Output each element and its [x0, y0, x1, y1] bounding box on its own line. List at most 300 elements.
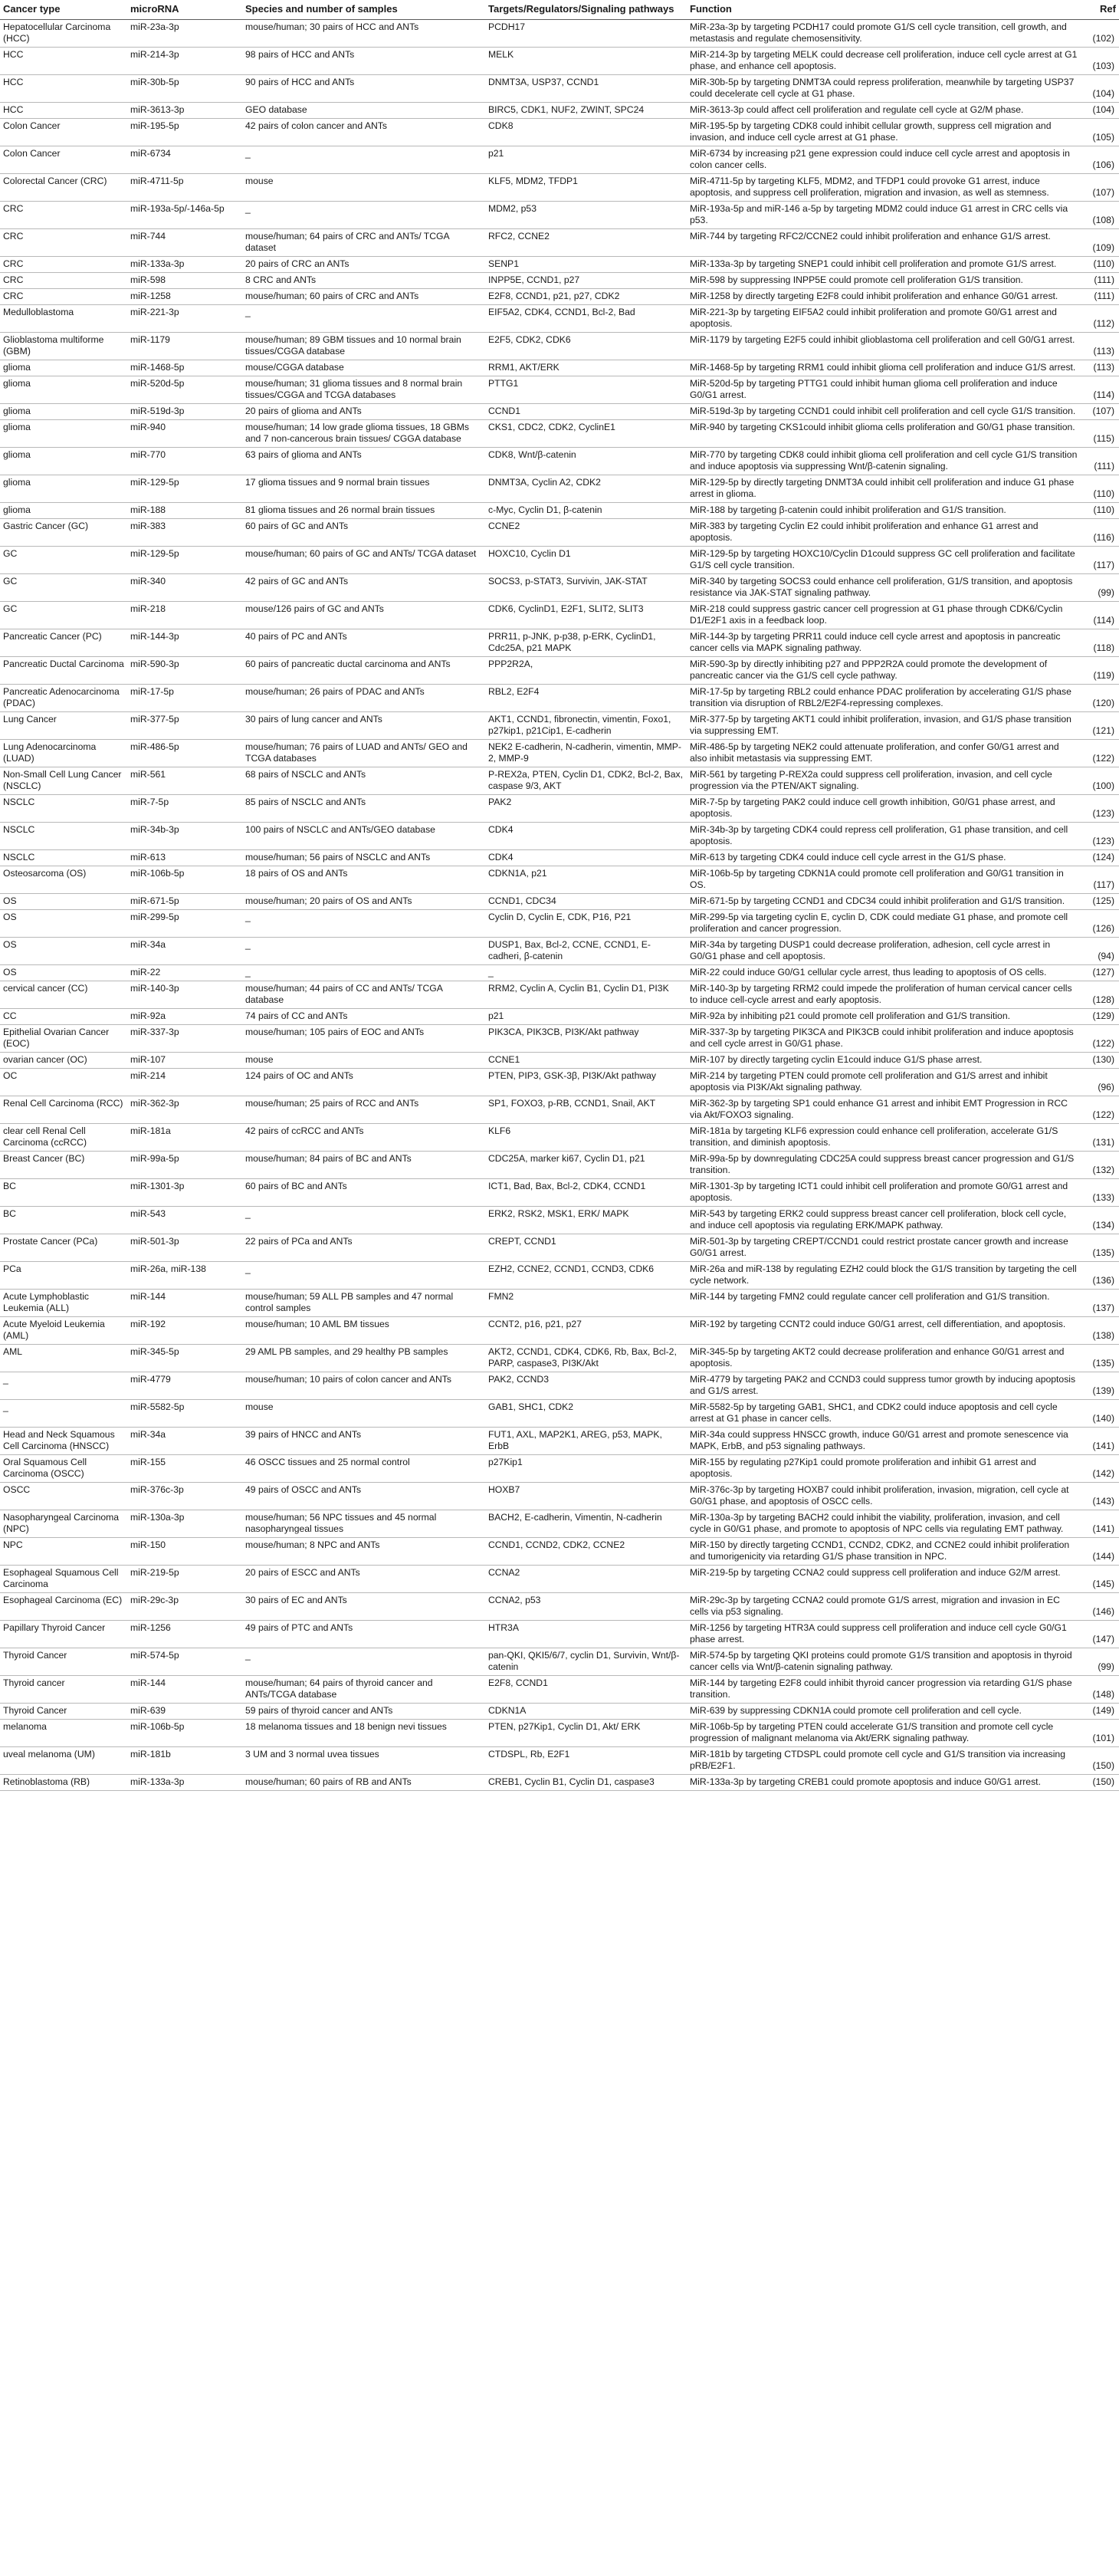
cell-ref: (138)	[1081, 1317, 1119, 1345]
cell-microrna: miR-501-3p	[127, 1234, 242, 1262]
cell-microrna: miR-337-3p	[127, 1025, 242, 1053]
table-row	[0, 273, 1119, 289]
cell-cancer-type: HCC	[0, 48, 127, 75]
cell-species-samples: mouse/human; 26 pairs of PDAC and ANTs	[242, 685, 485, 712]
table-row	[0, 48, 1119, 75]
cell-species-samples: _	[242, 1207, 485, 1234]
cell-cancer-type: Nasopharyngeal Carcinoma (NPC)	[0, 1510, 127, 1538]
table-row	[0, 740, 1119, 767]
table-row	[0, 866, 1119, 894]
cell-function: MiR-543 by targeting ERK2 could suppress breast cancer cell proliferation, block cell cycle, and induce cell apoptosis via regulating ERK/MAPK pathway.	[687, 1207, 1081, 1234]
cell-cancer-type: Acute Lymphoblastic Leukemia (ALL)	[0, 1290, 127, 1317]
cell-ref: (126)	[1081, 910, 1119, 938]
cell-targets: CCNA2, p53	[485, 1593, 687, 1621]
table-row	[0, 629, 1119, 657]
cell-cancer-type: uveal melanoma (UM)	[0, 1747, 127, 1775]
cell-microrna: miR-520d-5p	[127, 376, 242, 404]
table-row	[0, 1704, 1119, 1720]
cell-targets: PRR11, p-JNK, p-p38, p-ERK, CyclinD1, Cdc25A, p21 MAPK	[485, 629, 687, 657]
cell-species-samples: 63 pairs of glioma and ANTs	[242, 448, 485, 475]
cell-function: MiR-29c-3p by targeting CCNA2 could promote G1/S arrest, migration and invasion in EC cells via p53 signaling.	[687, 1593, 1081, 1621]
cell-species-samples: 59 pairs of thyroid cancer and ANTs	[242, 1704, 485, 1720]
cell-targets: BIRC5, CDK1, NUF2, ZWINT, SPC24	[485, 103, 687, 119]
cell-species-samples: 20 pairs of ESCC and ANTs	[242, 1566, 485, 1593]
cell-function: MiR-4711-5p by targeting KLF5, MDM2, and TFDP1 could provoke G1 arrest, induce apoptosis, and suppress cell proliferation, migration and invasion, as well as stemness.	[687, 174, 1081, 202]
cell-targets: FMN2	[485, 1290, 687, 1317]
cell-species-samples: mouse/human; 10 pairs of colon cancer and ANTs	[242, 1372, 485, 1400]
cell-cancer-type: PCa	[0, 1262, 127, 1290]
table-row	[0, 305, 1119, 333]
cell-cancer-type: CRC	[0, 273, 127, 289]
cell-targets: RRM2, Cyclin A, Cyclin B1, Cyclin D1, PI3K	[485, 981, 687, 1009]
cell-cancer-type: cervical cancer (CC)	[0, 981, 127, 1009]
cell-function: MiR-130a-3p by targeting BACH2 could inhibit the viability, proliferation, invasion, and cell cycle in G0/G1 phase, and promote to apoptosis of NPC cells via regulating EMT pathway.	[687, 1510, 1081, 1538]
cell-function: MiR-107 by directly targeting cyclin E1could induce G1/S phase arrest.	[687, 1053, 1081, 1069]
cell-microrna: miR-129-5p	[127, 547, 242, 574]
cell-ref: (99)	[1081, 574, 1119, 602]
cell-targets: ERK2, RSK2, MSK1, ERK/ MAPK	[485, 1207, 687, 1234]
cell-microrna: miR-1258	[127, 289, 242, 305]
table-row	[0, 1025, 1119, 1053]
cell-cancer-type: GC	[0, 547, 127, 574]
cell-cancer-type: NSCLC	[0, 850, 127, 866]
cell-species-samples: 20 pairs of CRC an ANTs	[242, 257, 485, 273]
cell-species-samples: 22 pairs of PCa and ANTs	[242, 1234, 485, 1262]
cell-targets: PAK2, CCND3	[485, 1372, 687, 1400]
cell-targets: MELK	[485, 48, 687, 75]
cell-function: MiR-144-3p by targeting PRR11 could induce cell cycle arrest and apoptosis in pancreatic cancer cells via MAPK signaling pathway.	[687, 629, 1081, 657]
cell-ref: (111)	[1081, 448, 1119, 475]
cell-ref: (106)	[1081, 146, 1119, 174]
cell-targets: CDC25A, marker ki67, Cyclin D1, p21	[485, 1152, 687, 1179]
cell-microrna: miR-144-3p	[127, 629, 242, 657]
cell-cancer-type: Lung Cancer	[0, 712, 127, 740]
cell-ref: (135)	[1081, 1345, 1119, 1372]
table-row	[0, 1510, 1119, 1538]
cell-microrna: miR-6734	[127, 146, 242, 174]
table-row	[0, 289, 1119, 305]
cell-microrna: miR-219-5p	[127, 1566, 242, 1593]
cell-ref: (117)	[1081, 866, 1119, 894]
table-row	[0, 1069, 1119, 1096]
cell-ref: (130)	[1081, 1053, 1119, 1069]
table-header	[0, 0, 1119, 20]
cell-function: MiR-34a could suppress HNSCC growth, induce G0/G1 arrest and promote senescence via MAPK, ErbB, and p53 signaling pathways.	[687, 1428, 1081, 1455]
cell-function: MiR-3613-3p could affect cell proliferation and regulate cell cycle at G2/M phase.	[687, 103, 1081, 119]
cell-ref: (145)	[1081, 1566, 1119, 1593]
cell-cancer-type: glioma	[0, 448, 127, 475]
cell-species-samples: mouse/human; 76 pairs of LUAD and ANTs/ GEO and TCGA databases	[242, 740, 485, 767]
cell-microrna: miR-598	[127, 273, 242, 289]
cell-microrna: miR-1179	[127, 333, 242, 360]
cell-cancer-type: CRC	[0, 257, 127, 273]
cell-cancer-type: Thyroid Cancer	[0, 1704, 127, 1720]
cell-function: MiR-17-5p by targeting RBL2 could enhance PDAC proliferation by accelerating G1/S phase transition via disruption of RBL2/E2F4-repressing complexes.	[687, 685, 1081, 712]
cell-microrna: miR-590-3p	[127, 657, 242, 685]
cell-ref: (109)	[1081, 229, 1119, 257]
cell-cancer-type: Breast Cancer (BC)	[0, 1152, 127, 1179]
cell-targets: CREPT, CCND1	[485, 1234, 687, 1262]
cell-species-samples: mouse	[242, 1400, 485, 1428]
table-body	[0, 20, 1119, 1791]
cell-targets: Cyclin D, Cyclin E, CDK, P16, P21	[485, 910, 687, 938]
cell-targets: INPP5E, CCND1, p27	[485, 273, 687, 289]
cell-microrna: miR-133a-3p	[127, 257, 242, 273]
cell-targets: AKT2, CCND1, CDK4, CDK6, Rb, Bax, Bcl-2, PARP, caspase3, PI3K/Akt	[485, 1345, 687, 1372]
cell-cancer-type: CRC	[0, 202, 127, 229]
cell-microrna: miR-181b	[127, 1747, 242, 1775]
cell-species-samples: 81 glioma tissues and 26 normal brain tissues	[242, 503, 485, 519]
cell-species-samples: mouse/human; 64 pairs of thyroid cancer and ANTs/TCGA database	[242, 1676, 485, 1704]
cell-function: MiR-362-3p by targeting SP1 could enhance G1 arrest and inhibit EMT Progression in RCC via Akt/FOXO3 signaling.	[687, 1096, 1081, 1124]
cell-ref: (139)	[1081, 1372, 1119, 1400]
table-row	[0, 1648, 1119, 1676]
cell-ref: (122)	[1081, 740, 1119, 767]
cell-species-samples: mouse/human; 25 pairs of RCC and ANTs	[242, 1096, 485, 1124]
cell-microrna: miR-770	[127, 448, 242, 475]
cell-ref: (102)	[1081, 20, 1119, 48]
cell-ref: (107)	[1081, 174, 1119, 202]
table-row	[0, 1124, 1119, 1152]
cell-function: MiR-345-5p by targeting AKT2 could decrease proliferation and enhance G0/G1 arrest and apoptosis.	[687, 1345, 1081, 1372]
cell-species-samples: 39 pairs of HNCC and ANTs	[242, 1428, 485, 1455]
cell-targets: CCNT2, p16, p21, p27	[485, 1317, 687, 1345]
cell-species-samples: 42 pairs of colon cancer and ANTs	[242, 119, 485, 146]
cell-function: MiR-144 by targeting E2F8 could inhibit thyroid cancer progression via retarding G1/S phase transition.	[687, 1676, 1081, 1704]
cell-function: MiR-218 could suppress gastric cancer cell progression at G1 phase through CDK6/Cyclin D1/E2F1 axis in a feedback loop.	[687, 602, 1081, 629]
cell-targets: RBL2, E2F4	[485, 685, 687, 712]
cell-species-samples: 60 pairs of pancreatic ductal carcinoma and ANTs	[242, 657, 485, 685]
table-row	[0, 475, 1119, 503]
cell-function: MiR-129-5p by targeting HOXC10/Cyclin D1could suppress GC cell proliferation and facilitate G1/S cell cycle transition.	[687, 547, 1081, 574]
cell-microrna: miR-574-5p	[127, 1648, 242, 1676]
cell-species-samples: mouse/human; 60 pairs of CRC and ANTs	[242, 289, 485, 305]
cell-microrna: miR-383	[127, 519, 242, 547]
cell-species-samples: _	[242, 305, 485, 333]
cell-ref: (149)	[1081, 1704, 1119, 1720]
table-row	[0, 376, 1119, 404]
table-row	[0, 103, 1119, 119]
cell-targets: EZH2, CCNE2, CCND1, CCND3, CDK6	[485, 1262, 687, 1290]
cell-targets: p21	[485, 1009, 687, 1025]
cell-cancer-type: Lung Adenocarcinoma (LUAD)	[0, 740, 127, 767]
cell-species-samples: _	[242, 965, 485, 981]
cell-targets: p21	[485, 146, 687, 174]
cell-microrna: miR-1256	[127, 1621, 242, 1648]
table-row	[0, 938, 1119, 965]
cell-targets: EIF5A2, CDK4, CCND1, Bcl-2, Bad	[485, 305, 687, 333]
cell-microrna: miR-106b-5p	[127, 866, 242, 894]
table-row	[0, 1053, 1119, 1069]
cell-ref: (125)	[1081, 894, 1119, 910]
table-row	[0, 1621, 1119, 1648]
cell-ref: (131)	[1081, 1124, 1119, 1152]
cell-ref: (110)	[1081, 503, 1119, 519]
cell-ref: (121)	[1081, 712, 1119, 740]
cell-species-samples: 17 glioma tissues and 9 normal brain tissues	[242, 475, 485, 503]
cell-species-samples: 29 AML PB samples, and 29 healthy PB samples	[242, 1345, 485, 1372]
table-row	[0, 1400, 1119, 1428]
cell-species-samples: 98 pairs of HCC and ANTs	[242, 48, 485, 75]
cell-function: MiR-133a-3p by targeting CREB1 could promote apoptosis and induce G0/G1 arrest.	[687, 1775, 1081, 1791]
cell-species-samples: mouse/human; 44 pairs of CC and ANTs/ TCGA database	[242, 981, 485, 1009]
cell-microrna: miR-34a	[127, 1428, 242, 1455]
cell-targets: CDK8, Wnt/β-catenin	[485, 448, 687, 475]
cell-function: MiR-181b by targeting CTDSPL could promote cell cycle and G1/S transition via increasing pRB/E2F1.	[687, 1747, 1081, 1775]
cell-species-samples: 60 pairs of BC and ANTs	[242, 1179, 485, 1207]
cell-species-samples: _	[242, 202, 485, 229]
cell-ref: (146)	[1081, 1593, 1119, 1621]
cell-cancer-type: Prostate Cancer (PCa)	[0, 1234, 127, 1262]
cell-targets: RFC2, CCNE2	[485, 229, 687, 257]
cell-cancer-type: Acute Myeloid Leukemia (AML)	[0, 1317, 127, 1345]
cell-targets: RRM1, AKT/ERK	[485, 360, 687, 376]
cell-microrna: miR-144	[127, 1290, 242, 1317]
cell-cancer-type: Oral Squamous Cell Carcinoma (OSCC)	[0, 1455, 127, 1483]
cell-ref: (141)	[1081, 1510, 1119, 1538]
cell-species-samples: _	[242, 1262, 485, 1290]
cell-function: MiR-376c-3p by targeting HOXB7 could inhibit proliferation, invasion, migration, cell cycle at G0/G1 phase, and apoptosis of OSCC cells.	[687, 1483, 1081, 1510]
table-row	[0, 1179, 1119, 1207]
cell-targets: AKT1, CCND1, fibronectin, vimentin, Foxo1, p27kip1, p21Cip1, E-cadherin	[485, 712, 687, 740]
cell-function: MiR-486-5p by targeting NEK2 could attenuate proliferation, and confer G0/G1 arrest and also inhibit metastasis via suppressing EMT.	[687, 740, 1081, 767]
table-row	[0, 75, 1119, 103]
cell-species-samples: mouse/human; 105 pairs of EOC and ANTs	[242, 1025, 485, 1053]
cell-cancer-type: Glioblastoma multiforme (GBM)	[0, 333, 127, 360]
cell-function: MiR-590-3p by directly inhibiting p27 and PPP2R2A could promote the development of pancreatic cancer via the G1/S cell cycle pathway.	[687, 657, 1081, 685]
table-row	[0, 404, 1119, 420]
cell-ref: (141)	[1081, 1428, 1119, 1455]
cell-cancer-type: OS	[0, 894, 127, 910]
cell-species-samples: mouse/human; 64 pairs of CRC and ANTs/ TCGA dataset	[242, 229, 485, 257]
cell-cancer-type: Pancreatic Ductal Carcinoma	[0, 657, 127, 685]
cell-cancer-type: Colon Cancer	[0, 119, 127, 146]
cell-targets: CCND1, CDC34	[485, 894, 687, 910]
table-row	[0, 519, 1119, 547]
cell-microrna: miR-345-5p	[127, 1345, 242, 1372]
table-row	[0, 795, 1119, 823]
cell-function: MiR-219-5p by targeting CCNA2 could suppress cell proliferation and induce G2/M arrest.	[687, 1566, 1081, 1593]
cell-ref: (115)	[1081, 420, 1119, 448]
cell-species-samples: 30 pairs of EC and ANTs	[242, 1593, 485, 1621]
cell-microrna: miR-17-5p	[127, 685, 242, 712]
table-row	[0, 712, 1119, 740]
table-row	[0, 1747, 1119, 1775]
cell-function: MiR-22 could induce G0/G1 cellular cycle arrest, thus leading to apoptosis of OS cells.	[687, 965, 1081, 981]
cell-function: MiR-188 by targeting β-catenin could inhibit proliferation and G1/S transition.	[687, 503, 1081, 519]
cell-cancer-type: Retinoblastoma (RB)	[0, 1775, 127, 1791]
cell-targets: _	[485, 965, 687, 981]
cell-microrna: miR-1468-5p	[127, 360, 242, 376]
cell-cancer-type: Thyroid cancer	[0, 1676, 127, 1704]
cell-cancer-type: _	[0, 1372, 127, 1400]
cell-targets: CDKN1A	[485, 1704, 687, 1720]
cell-species-samples: _	[242, 910, 485, 938]
cell-ref: (137)	[1081, 1290, 1119, 1317]
cell-function: MiR-193a-5p and miR-146 a-5p by targeting MDM2 could induce G1 arrest in CRC cells via p53.	[687, 202, 1081, 229]
cell-cancer-type: Pancreatic Adenocarcinoma (PDAC)	[0, 685, 127, 712]
cell-cancer-type: HCC	[0, 103, 127, 119]
cell-cancer-type: NPC	[0, 1538, 127, 1566]
cell-function: MiR-4779 by targeting PAK2 and CCND3 could suppress tumor growth by inducing apoptosis and G1/S arrest.	[687, 1372, 1081, 1400]
cell-function: MiR-671-5p by targeting CCND1 and CDC34 could inhibit proliferation and G1/S transition.	[687, 894, 1081, 910]
header-targets: Targets/Regulators/Signaling pathways	[488, 3, 674, 15]
cell-ref: (96)	[1081, 1069, 1119, 1096]
cell-species-samples: 74 pairs of CC and ANTs	[242, 1009, 485, 1025]
cell-ref: (119)	[1081, 657, 1119, 685]
cell-function: MiR-34b-3p by targeting CDK4 could repress cell proliferation, G1 phase transition, and cell apoptosis.	[687, 823, 1081, 850]
cell-function: MiR-744 by targeting RFC2/CCNE2 could inhibit proliferation and enhance G1/S arrest.	[687, 229, 1081, 257]
cell-cancer-type: Hepatocellular Carcinoma (HCC)	[0, 20, 127, 48]
cell-ref: (101)	[1081, 1720, 1119, 1747]
table-row	[0, 1720, 1119, 1747]
cell-ref: (127)	[1081, 965, 1119, 981]
cell-ref: (123)	[1081, 795, 1119, 823]
cell-cancer-type: BC	[0, 1179, 127, 1207]
cell-species-samples: mouse	[242, 174, 485, 202]
table-row	[0, 1290, 1119, 1317]
cell-ref: (105)	[1081, 119, 1119, 146]
cell-function: MiR-30b-5p by targeting DNMT3A could repress proliferation, meanwhile by targeting USP37 could decelerate cell cycle at G1 phase.	[687, 75, 1081, 103]
cell-ref: (134)	[1081, 1207, 1119, 1234]
cell-microrna: miR-140-3p	[127, 981, 242, 1009]
cell-cancer-type: CRC	[0, 289, 127, 305]
cell-targets: CDK6, CyclinD1, E2F1, SLIT2, SLIT3	[485, 602, 687, 629]
table-row	[0, 685, 1119, 712]
cell-targets: SOCS3, p-STAT3, Survivin, JAK-STAT	[485, 574, 687, 602]
cell-cancer-type: Osteosarcoma (OS)	[0, 866, 127, 894]
cell-species-samples: mouse/human; 14 low grade glioma tissues, 18 GBMs and 7 non-cancerous brain tissues/ CGGA database	[242, 420, 485, 448]
cell-targets: E2F8, CCND1	[485, 1676, 687, 1704]
cell-microrna: miR-22	[127, 965, 242, 981]
cell-targets: PIK3CA, PIK3CB, PI3K/Akt pathway	[485, 1025, 687, 1053]
cell-function: MiR-155 by regulating p27Kip1 could promote proliferation and inhibit G1 arrest and apoptosis.	[687, 1455, 1081, 1483]
table-row	[0, 1593, 1119, 1621]
cell-function: MiR-181a by targeting KLF6 expression could enhance cell proliferation, accelerate G1/S transition, and diminish apoptosis.	[687, 1124, 1081, 1152]
table-row	[0, 119, 1119, 146]
cell-cancer-type: NSCLC	[0, 795, 127, 823]
cell-ref: (113)	[1081, 333, 1119, 360]
cell-ref: (122)	[1081, 1096, 1119, 1124]
cell-function: MiR-221-3p by targeting EIF5A2 could inhibit proliferation and promote G0/G1 arrest and apoptosis.	[687, 305, 1081, 333]
cell-species-samples: 30 pairs of lung cancer and ANTs	[242, 712, 485, 740]
cell-cancer-type: glioma	[0, 376, 127, 404]
cell-ref: (112)	[1081, 305, 1119, 333]
cell-cancer-type: Colorectal Cancer (CRC)	[0, 174, 127, 202]
cell-microrna: miR-181a	[127, 1124, 242, 1152]
cell-targets: HOXC10, Cyclin D1	[485, 547, 687, 574]
cell-function: MiR-106b-5p by targeting PTEN could accelerate G1/S transition and promote cell cycle progression of malignant melanoma via Akt/ERK signaling pathway.	[687, 1720, 1081, 1747]
cell-microrna: miR-99a-5p	[127, 1152, 242, 1179]
cell-cancer-type: Head and Neck Squamous Cell Carcinoma (HNSCC)	[0, 1428, 127, 1455]
cell-cancer-type: BC	[0, 1207, 127, 1234]
table-row	[0, 894, 1119, 910]
cell-species-samples: 49 pairs of PTC and ANTs	[242, 1621, 485, 1648]
cell-species-samples: 60 pairs of GC and ANTs	[242, 519, 485, 547]
cell-targets: PTTG1	[485, 376, 687, 404]
header-ref: Ref	[1100, 3, 1116, 15]
cell-microrna: miR-133a-3p	[127, 1775, 242, 1791]
cell-targets: CDKN1A, p21	[485, 866, 687, 894]
cell-targets: CREB1, Cyclin B1, Cyclin D1, caspase3	[485, 1775, 687, 1791]
table-row	[0, 1372, 1119, 1400]
cell-cancer-type: GC	[0, 602, 127, 629]
cell-targets: KLF6	[485, 1124, 687, 1152]
cell-microrna: miR-129-5p	[127, 475, 242, 503]
cell-cancer-type: ovarian cancer (OC)	[0, 1053, 127, 1069]
header-row	[0, 0, 1119, 20]
cell-ref: (116)	[1081, 519, 1119, 547]
cell-ref: (122)	[1081, 1025, 1119, 1053]
cell-function: MiR-1179 by targeting E2F5 could inhibit glioblastoma cell proliferation and cell G0/G1 arrest.	[687, 333, 1081, 360]
cell-cancer-type: OS	[0, 965, 127, 981]
cell-microrna: miR-299-5p	[127, 910, 242, 938]
table-row	[0, 1455, 1119, 1483]
cell-microrna: miR-107	[127, 1053, 242, 1069]
cell-targets: CDK4	[485, 850, 687, 866]
cell-function: MiR-598 by suppressing INPP5E could promote cell proliferation G1/S transition.	[687, 273, 1081, 289]
cell-ref: (143)	[1081, 1483, 1119, 1510]
cell-species-samples: mouse	[242, 1053, 485, 1069]
cell-microrna: miR-613	[127, 850, 242, 866]
cell-cancer-type: OC	[0, 1069, 127, 1096]
header-function: Function	[690, 3, 732, 15]
cell-ref: (150)	[1081, 1775, 1119, 1791]
cell-microrna: miR-29c-3p	[127, 1593, 242, 1621]
cell-ref: (114)	[1081, 376, 1119, 404]
cell-cancer-type: AML	[0, 1345, 127, 1372]
table-row	[0, 1317, 1119, 1345]
table-row	[0, 1345, 1119, 1372]
cell-microrna: miR-195-5p	[127, 119, 242, 146]
cell-species-samples: mouse/CGGA database	[242, 360, 485, 376]
cell-cancer-type: CRC	[0, 229, 127, 257]
table-row	[0, 1234, 1119, 1262]
cell-ref: (148)	[1081, 1676, 1119, 1704]
cell-microrna: miR-30b-5p	[127, 75, 242, 103]
cell-microrna: miR-221-3p	[127, 305, 242, 333]
cell-microrna: miR-92a	[127, 1009, 242, 1025]
cell-microrna: miR-34b-3p	[127, 823, 242, 850]
cell-targets: NEK2 E-cadherin, N-cadherin, vimentin, MMP-2, MMP-9	[485, 740, 687, 767]
table-row	[0, 910, 1119, 938]
table-row	[0, 850, 1119, 866]
cell-function: MiR-7-5p by targeting PAK2 could induce cell growth inhibition, G0/G1 phase arrest, and apoptosis.	[687, 795, 1081, 823]
cell-species-samples: mouse/human; 8 NPC and ANTs	[242, 1538, 485, 1566]
cell-ref: (142)	[1081, 1455, 1119, 1483]
cell-function: MiR-140-3p by targeting RRM2 could impede the proliferation of human cervical cancer cells to induce cell-cycle arrest and early apoptosis.	[687, 981, 1081, 1009]
cell-microrna: miR-639	[127, 1704, 242, 1720]
cell-function: MiR-940 by targeting CKS1could inhibit glioma cells proliferation and G0/G1 phase transition.	[687, 420, 1081, 448]
cell-ref: (128)	[1081, 981, 1119, 1009]
cell-ref: (132)	[1081, 1152, 1119, 1179]
cell-targets: E2F8, CCND1, p21, p27, CDK2	[485, 289, 687, 305]
table-row	[0, 602, 1119, 629]
cell-function: MiR-377-5p by targeting AKT1 could inhibit proliferation, invasion, and G1/S phase transition via suppressing EMT.	[687, 712, 1081, 740]
cell-species-samples: mouse/126 pairs of GC and ANTs	[242, 602, 485, 629]
cell-function: MiR-192 by targeting CCNT2 could induce G0/G1 arrest, cell differentiation, and apoptosis.	[687, 1317, 1081, 1345]
cell-targets: CTDSPL, Rb, E2F1	[485, 1747, 687, 1775]
table-row	[0, 146, 1119, 174]
table-row	[0, 448, 1119, 475]
cell-ref: (110)	[1081, 475, 1119, 503]
cell-function: MiR-34a by targeting DUSP1 could decrease proliferation, adhesion, cell cycle arrest in G0/G1 phase and cell apoptosis.	[687, 938, 1081, 965]
table-row	[0, 1009, 1119, 1025]
cell-function: MiR-5582-5p by targeting GAB1, SHC1, and CDK2 could induce apoptosis and cell cycle arrest at G1 phase in cancer cells.	[687, 1400, 1081, 1428]
cell-microrna: miR-340	[127, 574, 242, 602]
table-row	[0, 1152, 1119, 1179]
cell-ref: (100)	[1081, 767, 1119, 795]
